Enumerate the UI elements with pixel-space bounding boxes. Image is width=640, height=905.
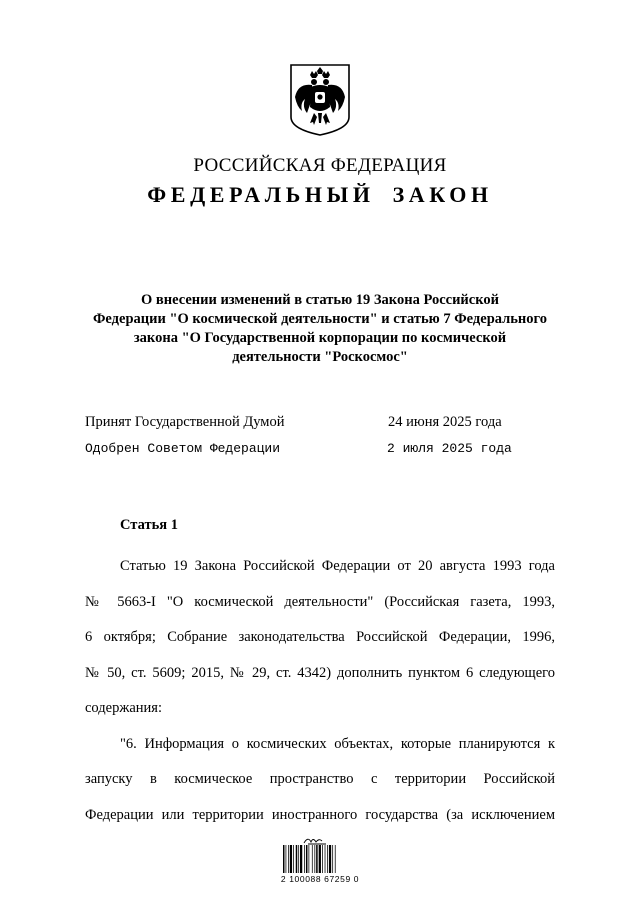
barcode-bar <box>283 845 285 873</box>
country-name: РОССИЙСКАЯ ФЕДЕРАЦИЯ <box>193 155 447 176</box>
barcode-bar <box>325 845 326 873</box>
text-line: запуску в космическое пространство с территории Российской <box>85 771 555 787</box>
barcode-bar <box>312 845 313 873</box>
paragraph <box>85 549 555 727</box>
barcode-bar <box>304 845 305 873</box>
article-heading: Статья 1 <box>120 517 178 533</box>
title-line: Федерации "О космической деятельности" и статью 7 Федерального <box>92 311 548 327</box>
barcode-bar <box>327 845 328 873</box>
adoption-label: Одобрен Советом Федерации <box>85 441 281 456</box>
adoption-date: 2 июля 2025 года <box>387 441 512 456</box>
barcode-bar <box>293 845 294 873</box>
barcode-bar <box>316 845 318 873</box>
text-line: Статью 19 Закона Российской Федерации от 20 августа 1993 года <box>120 558 555 574</box>
text-line: содержания: <box>85 700 163 716</box>
document-type-word: ЗАКОН <box>392 182 493 207</box>
barcode-bar <box>298 845 299 873</box>
barcode-bar <box>290 845 292 873</box>
barcode-bar <box>319 845 321 873</box>
russian-coat-of-arms-icon <box>288 63 352 137</box>
barcode-bar <box>300 845 302 873</box>
title-line: О внесении изменений в статью 19 Закона Российской <box>141 292 499 308</box>
title-line: деятельности "Роскосмос" <box>232 349 408 365</box>
article-body <box>85 549 555 833</box>
law-title <box>80 291 560 367</box>
barcode <box>282 845 356 877</box>
barcode-bar <box>314 845 315 873</box>
barcode-bar <box>332 845 333 873</box>
title-line: закона "О Государственной корпорации по космической <box>133 330 507 346</box>
adoption-date: 24 июня 2025 года <box>388 414 502 430</box>
barcode-bar <box>306 845 308 873</box>
barcode-bar <box>322 845 323 873</box>
text-line: "6. Информация о космических объектах, которые планируются к <box>120 735 555 752</box>
barcode-bar <box>296 845 298 873</box>
paragraph <box>85 727 555 834</box>
adoption-label: Принят Государственной Думой <box>85 414 285 430</box>
barcode-number: 2 100088 67259 0 <box>280 874 360 884</box>
text-line: 6 октября; Собрание законодательства Российской Федерации, 1996, <box>85 629 555 645</box>
text-line: № 50, ст. 5609; 2015, № 29, ст. 4342) дополнить пунктом 6 следующего <box>85 664 555 681</box>
barcode-bar <box>286 845 287 873</box>
document-type <box>0 182 640 208</box>
barcode-bar <box>288 845 289 873</box>
document-type-word: ФЕДЕРАЛЬНЫЙ <box>147 182 375 207</box>
barcode-bar <box>335 845 336 873</box>
barcode-bar <box>329 845 331 873</box>
text-line: № 5663-I "О космической деятельности" (Российская газета, 1993, <box>85 593 555 610</box>
barcode-bar <box>309 845 310 873</box>
text-line: Федерации или территории иностранного государства (за исключением <box>85 806 555 823</box>
